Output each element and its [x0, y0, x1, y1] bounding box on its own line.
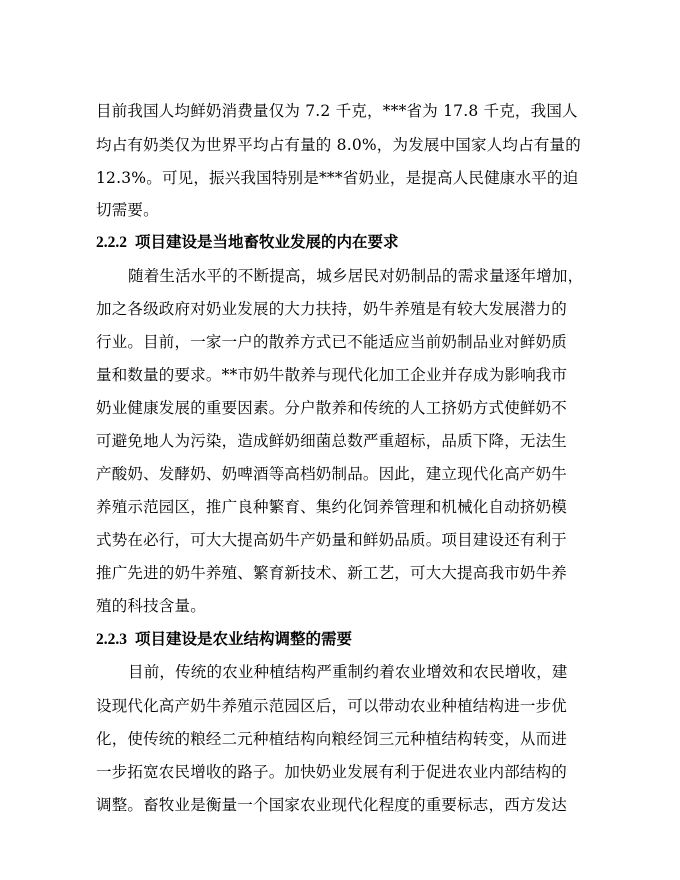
section-title: 项目建设是农业结构调整的需要 — [135, 630, 353, 648]
text-line: 行业。目前，一家一户的散养方式已不能适应当前奶制品业对鲜奶质 — [96, 333, 568, 351]
section-number: 2.2.3 — [96, 631, 127, 648]
text-line: 均占有奶类仅为世界平均占有量的 8.0%，为发展中国家人均占有量的 — [96, 136, 581, 154]
text-line: 目前我国人均鲜奶消费量仅为 7.2 千克，***省为 17.8 千克，我国人 — [96, 102, 578, 120]
text-line: 加之各级政府对奶业发展的大力扶持，奶牛养殖是有较大发展潜力的 — [96, 300, 568, 318]
text-line: 可避免地人为污染，造成鲜奶细菌总数严重超标，品质下降，无法生 — [96, 432, 568, 450]
text-line: 化，使传统的粮经二元种植结构向粮经饲三元种植结构转变，从而进 — [96, 730, 568, 748]
text-line: 产酸奶、发酵奶、奶啤酒等高档奶制品。因此，建立现代化高产奶牛 — [96, 465, 568, 483]
text-line: 殖的科技含量。 — [96, 597, 206, 615]
text-line: 12.3%。可见，振兴我国特别是***省奶业，是提高人民健康水平的迫 — [96, 169, 579, 187]
text-line: 量和数量的要求。**市奶牛散养与现代化加工企业并存成为影响我市 — [96, 366, 568, 384]
text-line: 推广先进的奶牛养殖、繁育新技术、新工艺，可大大提高我市奶牛养 — [96, 564, 568, 582]
text-line: 奶业健康发展的重要因素。分户散养和传统的人工挤奶方式使鲜奶不 — [96, 399, 568, 417]
text-line: 随着生活水平的不断提高，城乡居民对奶制品的需求量逐年增加， — [128, 267, 584, 285]
section-title: 项目建设是当地畜牧业发展的内在要求 — [135, 233, 399, 251]
section-heading-2-2-3 — [96, 629, 352, 650]
text-line: 一步拓宽农民增收的路子。加快奶业发展有利于促进农业内部结构的 — [96, 763, 568, 781]
section-heading-2-2-2 — [96, 232, 399, 253]
text-line: 调整。畜牧业是衡量一个国家农业现代化程度的重要标志，西方发达 — [96, 796, 568, 814]
text-line: 设现代化高产奶牛养殖示范园区后，可以带动农业种植结构进一步优 — [96, 697, 568, 715]
text-line: 养殖示范园区，推广良种繁育、集约化饲养管理和机械化自动挤奶模 — [96, 498, 568, 516]
text-line: 式势在必行，可大大提高奶牛产奶量和鲜奶品质。项目建设还有利于 — [96, 531, 568, 549]
text-line: 目前，传统的农业种植结构严重制约着农业增效和农民增收，建 — [128, 663, 568, 681]
text-line: 切需要。 — [96, 201, 159, 219]
section-number: 2.2.2 — [96, 234, 127, 251]
